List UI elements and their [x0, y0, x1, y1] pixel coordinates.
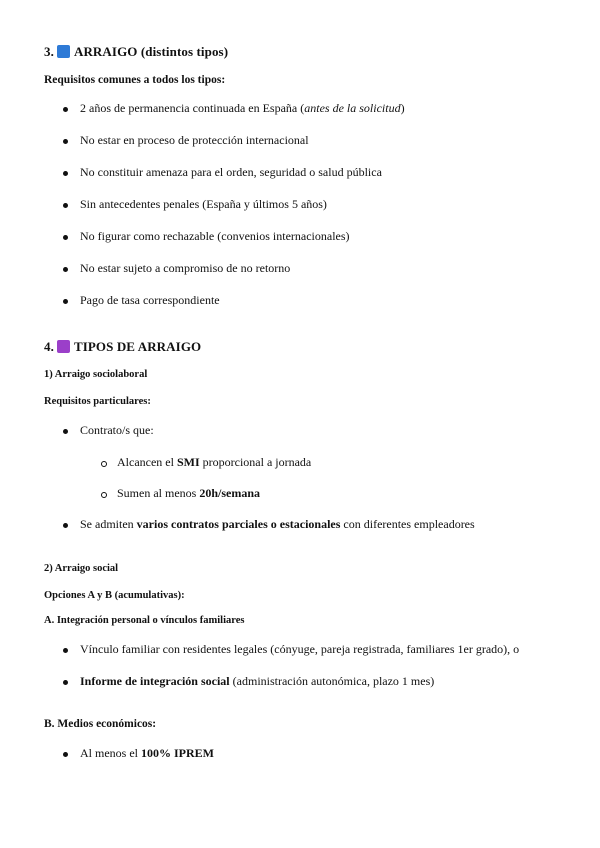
bullet-icon [63, 680, 68, 685]
list-item: No constituir amenaza para el orden, seguridad o salud pública [80, 165, 382, 179]
bullet-icon [63, 752, 68, 757]
list-item-text: ) [400, 101, 405, 115]
option-b-heading: B. Medios económicos: [44, 718, 157, 730]
list-item [80, 101, 405, 116]
circle-bullet-icon [101, 492, 107, 498]
section-4-title: TIPOS DE ARRAIGO [73, 339, 202, 354]
bullet-icon [63, 429, 68, 434]
common-requirements-heading: Requisitos comunes a todos los tipos: [44, 74, 226, 86]
list-item [80, 674, 434, 689]
purple-square-icon [57, 340, 70, 353]
section-4-number: 4. [44, 339, 54, 354]
particular-requirements-heading: Requisitos particulares: [44, 396, 151, 407]
list-item: No estar en proceso de protección internacional [80, 133, 309, 147]
list-item-bold: 20h/semana [199, 486, 261, 500]
section-3-title: ARRAIGO (distintos tipos) [73, 44, 229, 59]
sub-list-item [117, 455, 311, 470]
list-item [80, 746, 214, 761]
list-item-text: proporcional a jornada [199, 455, 312, 469]
list-item-bold: varios contratos parciales o estacionales [136, 517, 341, 531]
list-item-text: Sumen al menos [117, 486, 200, 500]
list-item-text: Alcancen el [117, 455, 177, 469]
list-item-bold: Informe de integración social [80, 674, 230, 688]
list-item-text: (administración autonómica, plazo 1 mes) [229, 674, 435, 688]
list-item-text: Al menos el [80, 746, 141, 760]
option-a-heading: A. Integración personal o vínculos familiares [44, 615, 245, 626]
bullet-icon [63, 235, 68, 240]
bullet-icon [63, 139, 68, 144]
section-4-heading [44, 339, 201, 355]
list-item-text: Se admiten [80, 517, 137, 531]
list-item: Vínculo familiar con residentes legales (cónyuge, pareja registrada, familiares 1er grado), o [80, 642, 520, 656]
list-item-text: 2 años de permanencia continuada en España ( [80, 101, 305, 115]
blue-square-icon [57, 45, 70, 58]
bullet-icon [63, 299, 68, 304]
sociolaboral-heading: 1) Arraigo sociolaboral [44, 369, 148, 380]
bullet-icon [63, 203, 68, 208]
list-item-bold: SMI [176, 455, 200, 469]
section-3-number: 3. [44, 44, 54, 59]
list-item: No figurar como rechazable (convenios internacionales) [80, 229, 350, 243]
bullet-icon [63, 648, 68, 653]
list-item: No estar sujeto a compromiso de no retorno [80, 261, 291, 275]
list-item [80, 517, 475, 532]
bullet-icon [63, 267, 68, 272]
bullet-icon [63, 171, 68, 176]
section-3-heading [44, 44, 228, 60]
list-item: Contrato/s que: [80, 423, 154, 437]
bullet-icon [63, 107, 68, 112]
sub-list-item [117, 486, 260, 501]
circle-bullet-icon [101, 461, 107, 467]
list-item: Sin antecedentes penales (España y últimos 5 años) [80, 197, 327, 211]
bullet-icon [63, 523, 68, 528]
list-item-text: con diferentes empleadores [340, 517, 475, 531]
options-heading: Opciones A y B (acumulativas): [44, 590, 185, 601]
social-heading: 2) Arraigo social [44, 563, 119, 574]
list-item: Pago de tasa correspondiente [80, 293, 220, 307]
list-item-italic: antes de la solicitud [304, 101, 401, 115]
list-item-bold: 100% IPREM [141, 746, 214, 760]
